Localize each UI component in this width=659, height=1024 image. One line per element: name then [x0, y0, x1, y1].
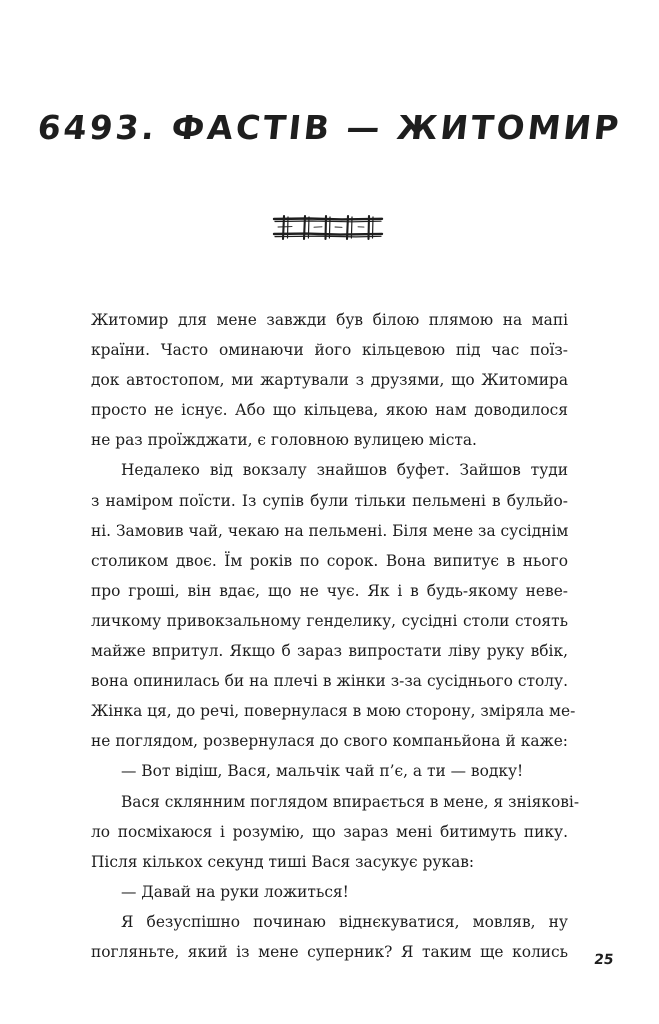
chapter-title: 6493. ФАСТІВ — ЖИТОМИР	[35, 108, 624, 147]
text-line: Недалеко від вокзалу знайшов буфет. Зайшов туди	[121, 461, 568, 480]
text-line: з наміром поїсти. Із супів були тільки пельмені в бульйо-	[91, 491, 568, 510]
text-line: Житомир для мене завжди був білою плямою на мапі	[91, 311, 568, 329]
body-text	[91, 305, 580, 967]
text-line: не раз проїжджати, є головною вулицею міста.	[91, 431, 477, 450]
text-line: про гроші, він вдає, що не чує. Як і в будь-якому неве-	[91, 581, 568, 600]
text-line: Вася склянним поглядом впирається в мене, я зніякові-	[121, 792, 580, 811]
text-line: Я безуспішно починаю віднєкуватися, мовляв, ну	[121, 912, 568, 931]
text-line: — Давай на руки ложиться!	[121, 882, 349, 901]
text-line: ло посміхаюся і розумію, що зараз мені битимуть пику.	[91, 822, 568, 841]
text-line: столиком двоє. Їм років по сорок. Вона випитує в нього	[91, 551, 568, 570]
text-line: личкому привокзальному генделику, сусідні столи стоять	[91, 611, 568, 630]
text-line: Жінка ця, до речі, повернулася в мою сторону, зміряла ме-	[91, 702, 576, 721]
text-line: — Вот відіш, Вася, мальчік чай п’є, а ти — водку!	[121, 762, 524, 781]
text-line: ні. Замовив чай, чекаю на пельмені. Біля мене за сусіднім	[91, 521, 569, 540]
text-line: погляньте, який із мене суперник? Я таким ще колись	[91, 942, 568, 961]
text-line: Після кількох секунд тиші Вася засукує рукав:	[91, 852, 475, 871]
page-number: 25	[592, 952, 615, 968]
text-line: не поглядом, розвернулася до свого компаньйона й каже:	[91, 732, 568, 751]
text-line: країни. Часто оминаючи його кільцевою під час поїз-	[91, 341, 568, 360]
railroad-track-icon	[272, 210, 384, 244]
text-line: вона опинилась би на плечі в жінки з-за сусіднього столу.	[91, 672, 568, 691]
text-line: майже впритул. Якщо б зараз випростати ліву руку вбік,	[91, 642, 568, 661]
text-line: док автостопом, ми жартували з друзями, що Житомира	[91, 371, 568, 390]
text-line: просто не існує. Або що кільцева, якою нам доводилося	[91, 401, 568, 420]
